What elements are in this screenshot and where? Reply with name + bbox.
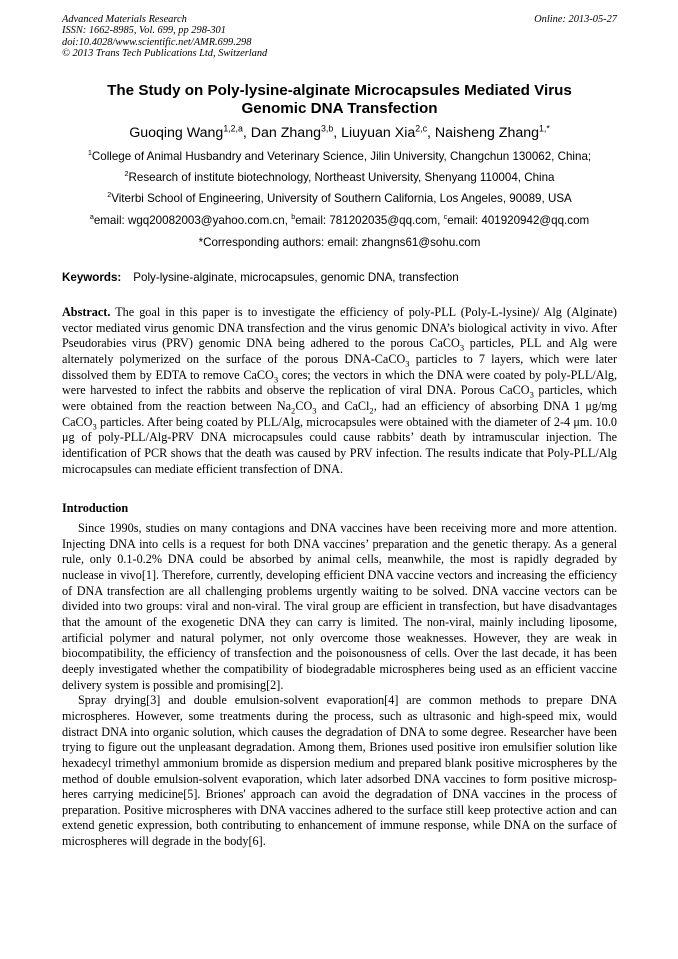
- abstract-text: The goal in this paper is to investigate the efficiency of poly-PLL (Poly-L-lysine)/ Alg (Alginate) vector mediated virus genomic DNA transfection and the virus genomic DNA’s biological activity in vivo. After Pseudorabies virus (PRV) genomic DNA being adhered to the porous CaCO: [62, 305, 617, 351]
- journal-header: [62, 14, 617, 60]
- abstract-text: particles, which were obtained from the reaction between Na: [62, 383, 617, 413]
- author-name: Naisheng Zhang: [434, 125, 540, 141]
- author-list: Guoqing Wang$^{1,2,a}$, Dan Zhang$^{3,b}$, Liuyuan Xia$^{2,c}$, Naisheng Zhang$^{1,*}$: [129, 123, 550, 141]
- journal-issn: ISSN: 1662-8985, Vol. 699, pp 298-301: [62, 25, 226, 37]
- affiliation-text: Research of institute biotechnology, Northeast University, Shenyang 110004, China: [128, 171, 555, 184]
- subscript: 3: [312, 405, 317, 416]
- online-date: Online: 2013-05-27: [534, 14, 617, 25]
- abstract-text: CO: [295, 398, 313, 413]
- paper-title: [62, 82, 617, 118]
- affiliation-text: College of Animal Husbandry and Veterinary Science, Jilin University, Changchun 130062, China;: [91, 150, 592, 163]
- subscript: 2: [369, 405, 374, 416]
- subscript: 2: [291, 405, 296, 416]
- email-superscript: c: [443, 212, 448, 222]
- abstract-text: particles. After being coated by PLL/Alg, microcapsules were obtained with the diameter of 2-4 μm. 10.0 μg of poly-PLL/Alg-PRV DNA microcapsules could cause rabbits’ death by intramuscular injection. The identification of PCR shows that the death was caused by PRV infection. The results indicate that Poly-PLL/Alg microcapsules can mediate efficient transfection of DNA.: [62, 414, 617, 476]
- subscript: 3: [92, 421, 97, 432]
- title-line-1: The Study on Poly-lysine-alginate Microcapsules Mediated Virus: [107, 82, 572, 99]
- introduction-paragraph-1: Since 1990s, studies on many contagions and DNA vaccines have been receiving more and more attention. Injecting DNA into cells is a request for both DNA vaccines’ preparation and the genetic therapy. As a general rule, only 0.1-0.2% DNA could be absorbed by animal cells, meanwhile, the most is rapidly degraded by nuclease in vivo[1]. Therefore, currently, developing efficient DNA vaccine vectors and increasing the efficiency of DNA transfection are all challenging problems urgently waiting to be solved. DNA vaccine vectors can be divided into two groups: viral and non-viral. The viral group are efficient in transfection, but have disadvantages that the amount of the exogenetic DNA they can carry is limited. The non-viral, mainly including liposome, artificial polymer and natural polymer, not only overcome those weaknesses. However, they are weak in biocompatibility, the efficiency of transfection and the poisonousness of cells. Over the last decade, it has been deeply investigated whether the compatibility of biodegradable microspheres being used as an efficient vaccine delivery system is possible and promising[2].: [62, 521, 617, 692]
- subscript: 3: [529, 389, 534, 400]
- author-superscript: 3,b: [320, 123, 334, 134]
- affiliation-3: [62, 192, 617, 206]
- author-superscript: 1,*: [539, 123, 550, 134]
- author-emails: [62, 214, 617, 228]
- affiliation-1: [62, 150, 617, 164]
- affiliation-superscript: 2: [124, 169, 129, 179]
- abstract-text: particles, PLL and Alg were alternately polymerized on the surface of the porous DNA-CaCO: [62, 336, 617, 366]
- subscript: 3: [459, 342, 465, 353]
- keywords-label: Keywords:: [62, 271, 122, 284]
- email-superscript: a: [89, 212, 94, 222]
- email-superscript: b: [291, 212, 296, 222]
- section-heading-introduction: Introduction: [62, 501, 129, 515]
- author-name: Dan Zhang: [250, 125, 321, 141]
- subscript: 3: [405, 358, 410, 369]
- affiliation-text: Viterbi School of Engineering, University of Southern California, Los Angeles, 90089, USA: [111, 192, 572, 205]
- subscript: 3: [273, 374, 279, 385]
- author-superscript: 2,c: [415, 123, 428, 134]
- abstract-text: particles to 7 layers, which were later dissolved them by EDTA to remove CaCO: [62, 351, 617, 382]
- author-name: Liuyuan Xia: [341, 125, 416, 141]
- abstract-label: Abstract.: [62, 305, 111, 319]
- journal-copyright: © 2013 Trans Tech Publications Ltd, Switzerland: [62, 48, 268, 60]
- author-superscript: 1,2,a: [223, 123, 243, 134]
- journal-name: Advanced Materials Research: [62, 14, 187, 25]
- journal-doi: doi:10.4028/www.scientific.net/AMR.699.298: [62, 36, 252, 48]
- author-name: Guoqing Wang: [129, 125, 224, 141]
- email-text: email: wgq20082003@yahoo.com.cn,: [93, 214, 292, 227]
- abstract: [62, 305, 617, 477]
- keywords: [62, 271, 617, 285]
- abstract-text: cores; the vectors in which the DNA were coated by poly-PLL/Alg, were harvested to infect the rabbits and observe the replication of viral DNA. Porous CaCO: [62, 367, 618, 398]
- affiliation-superscript: 1: [87, 148, 92, 158]
- corresponding-author: *Corresponding authors: email: zhangns61@sohu.com: [198, 236, 481, 249]
- affiliation-superscript: 2: [107, 190, 112, 200]
- abstract-text: and CaCl: [316, 398, 370, 413]
- keywords-text: Poly-lysine-alginate, microcapsules, genomic DNA, transfection: [133, 271, 459, 284]
- title-line-2: Genomic DNA Transfection: [241, 100, 438, 117]
- affiliation-2: [62, 171, 617, 185]
- introduction-paragraph-2: Spray drying[3] and double emulsion-solvent evaporation[4] are common methods to prepare DNA microspheres. However, some treatments during the process, such as ultrasonic and high-speed mix, would distract DNA into organic solution, which causes the degradation of DNA to some degree. Researcher have been trying to figure out the unpleasant degradation. Among them, Briones used positive iron emulsifier solution like hexadecyl trimethyl ammonium bromide as dispersion medium and prepared blank positive microspheres by the method of double emulsion-solvent evaporation, which later adsorbed DNA vaccines to form positive microsp-heres carrying medicine[5]. Briones' approach can avoid the degradation of DNA vaccines in the process of preparation. Positive microspheres with DNA vaccines adhered to the surface still keep protective action and can extend genetic expression, both contributing to enhancement of immune response, while DNA on the surface of microspheres will degrade in the body[6].: [62, 693, 617, 849]
- introduction-body: [62, 521, 617, 850]
- email-text: email: 401920942@qq.com: [447, 214, 590, 227]
- abstract-text: , had an efficiency of absorbing DNA 1 μg/mg CaCO: [62, 398, 617, 429]
- email-text: email: 781202035@qq.com,: [295, 214, 444, 227]
